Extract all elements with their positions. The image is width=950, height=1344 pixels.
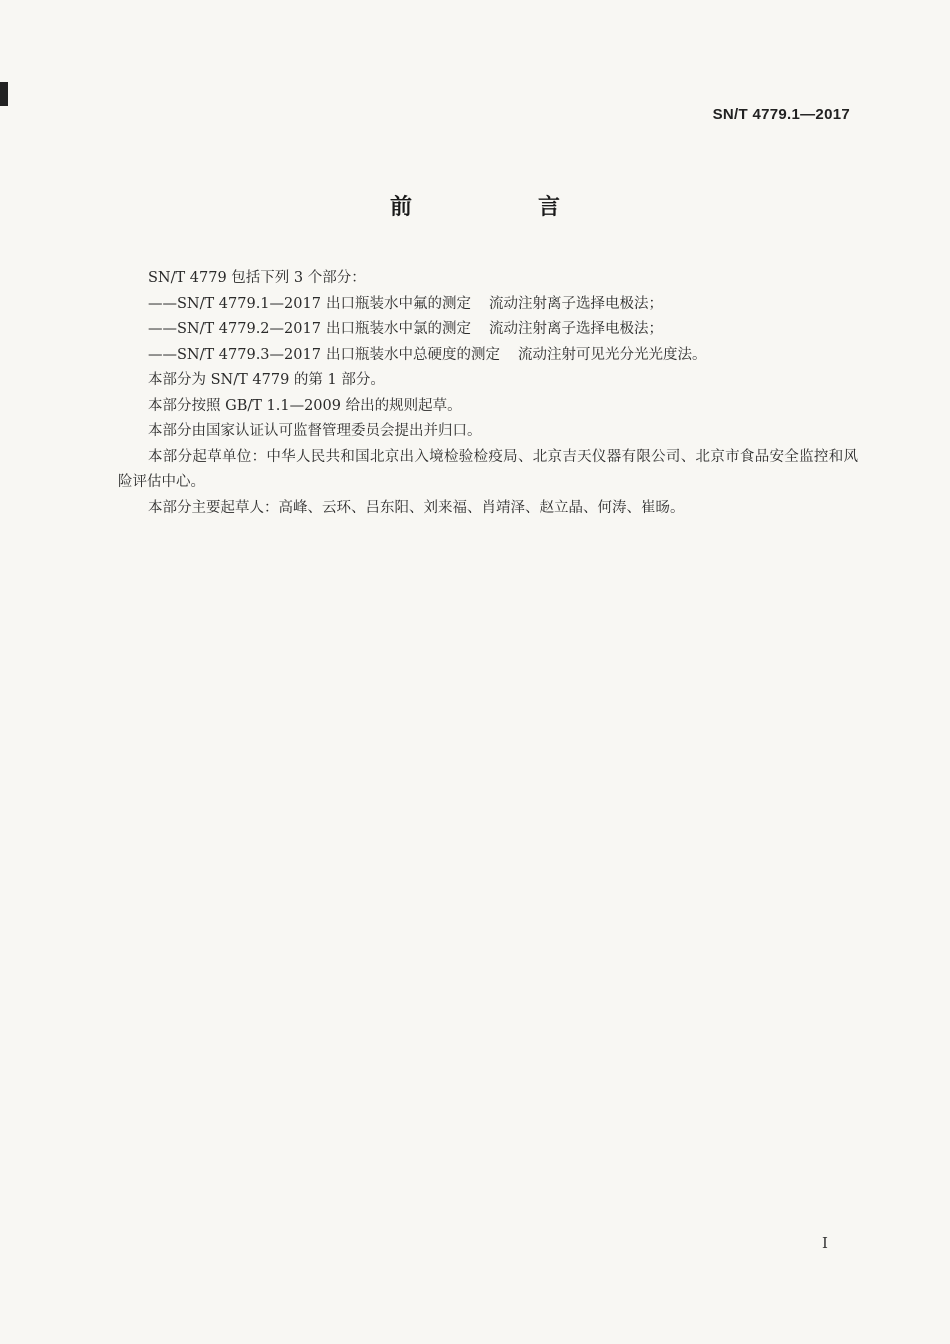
part-code: ——SN/T 4779.1—2017 <box>148 295 321 312</box>
part-code: ——SN/T 4779.2—2017 <box>148 321 321 337</box>
list-item <box>118 343 858 369</box>
paragraph: 本部分按照 GB/T 1.1—2009 给出的规则起草。 <box>148 397 462 414</box>
part-name: 出口瓶装水中氯的测定 <box>326 321 471 337</box>
paragraph: 本部分为 SN/T 4779 的第 1 部分。 <box>148 372 385 388</box>
paragraph: 本部分由国家认证认可监督管理委员会提出并归口。 <box>148 423 482 439</box>
page-title: 前 言 <box>389 195 612 220</box>
part-method: 流动注射离子选择电极法； <box>489 321 663 337</box>
part-method: 流动注射离子选择电极法； <box>489 295 663 312</box>
paragraph-drafting-units: 本部分起草单位：中华人民共和国北京出入境检验检疫局、北京吉天仪器有限公司、北京市食品安全监控和风险评估中心。 <box>118 448 858 490</box>
part-method: 流动注射可见光分光光度法。 <box>518 346 707 363</box>
part-name: 出口瓶装水中氟的测定 <box>326 295 471 312</box>
foreword-body <box>118 266 858 521</box>
list-item <box>118 317 858 343</box>
list-item <box>118 292 858 318</box>
intro-text: SN/T 4779 包括下列 3 个部分： <box>148 270 366 286</box>
page-number: I <box>822 1234 828 1252</box>
paragraph-drafters: 本部分主要起草人：高峰、云环、吕东阳、刘来福、肖靖泽、赵立晶、何涛、崔旸。 <box>148 499 685 516</box>
part-code: ——SN/T 4779.3—2017 <box>148 346 321 363</box>
standard-code: SN/T 4779.1—2017 <box>712 106 850 123</box>
scan-edge-mark <box>0 82 8 106</box>
part-name: 出口瓶装水中总硬度的测定 <box>326 346 500 363</box>
